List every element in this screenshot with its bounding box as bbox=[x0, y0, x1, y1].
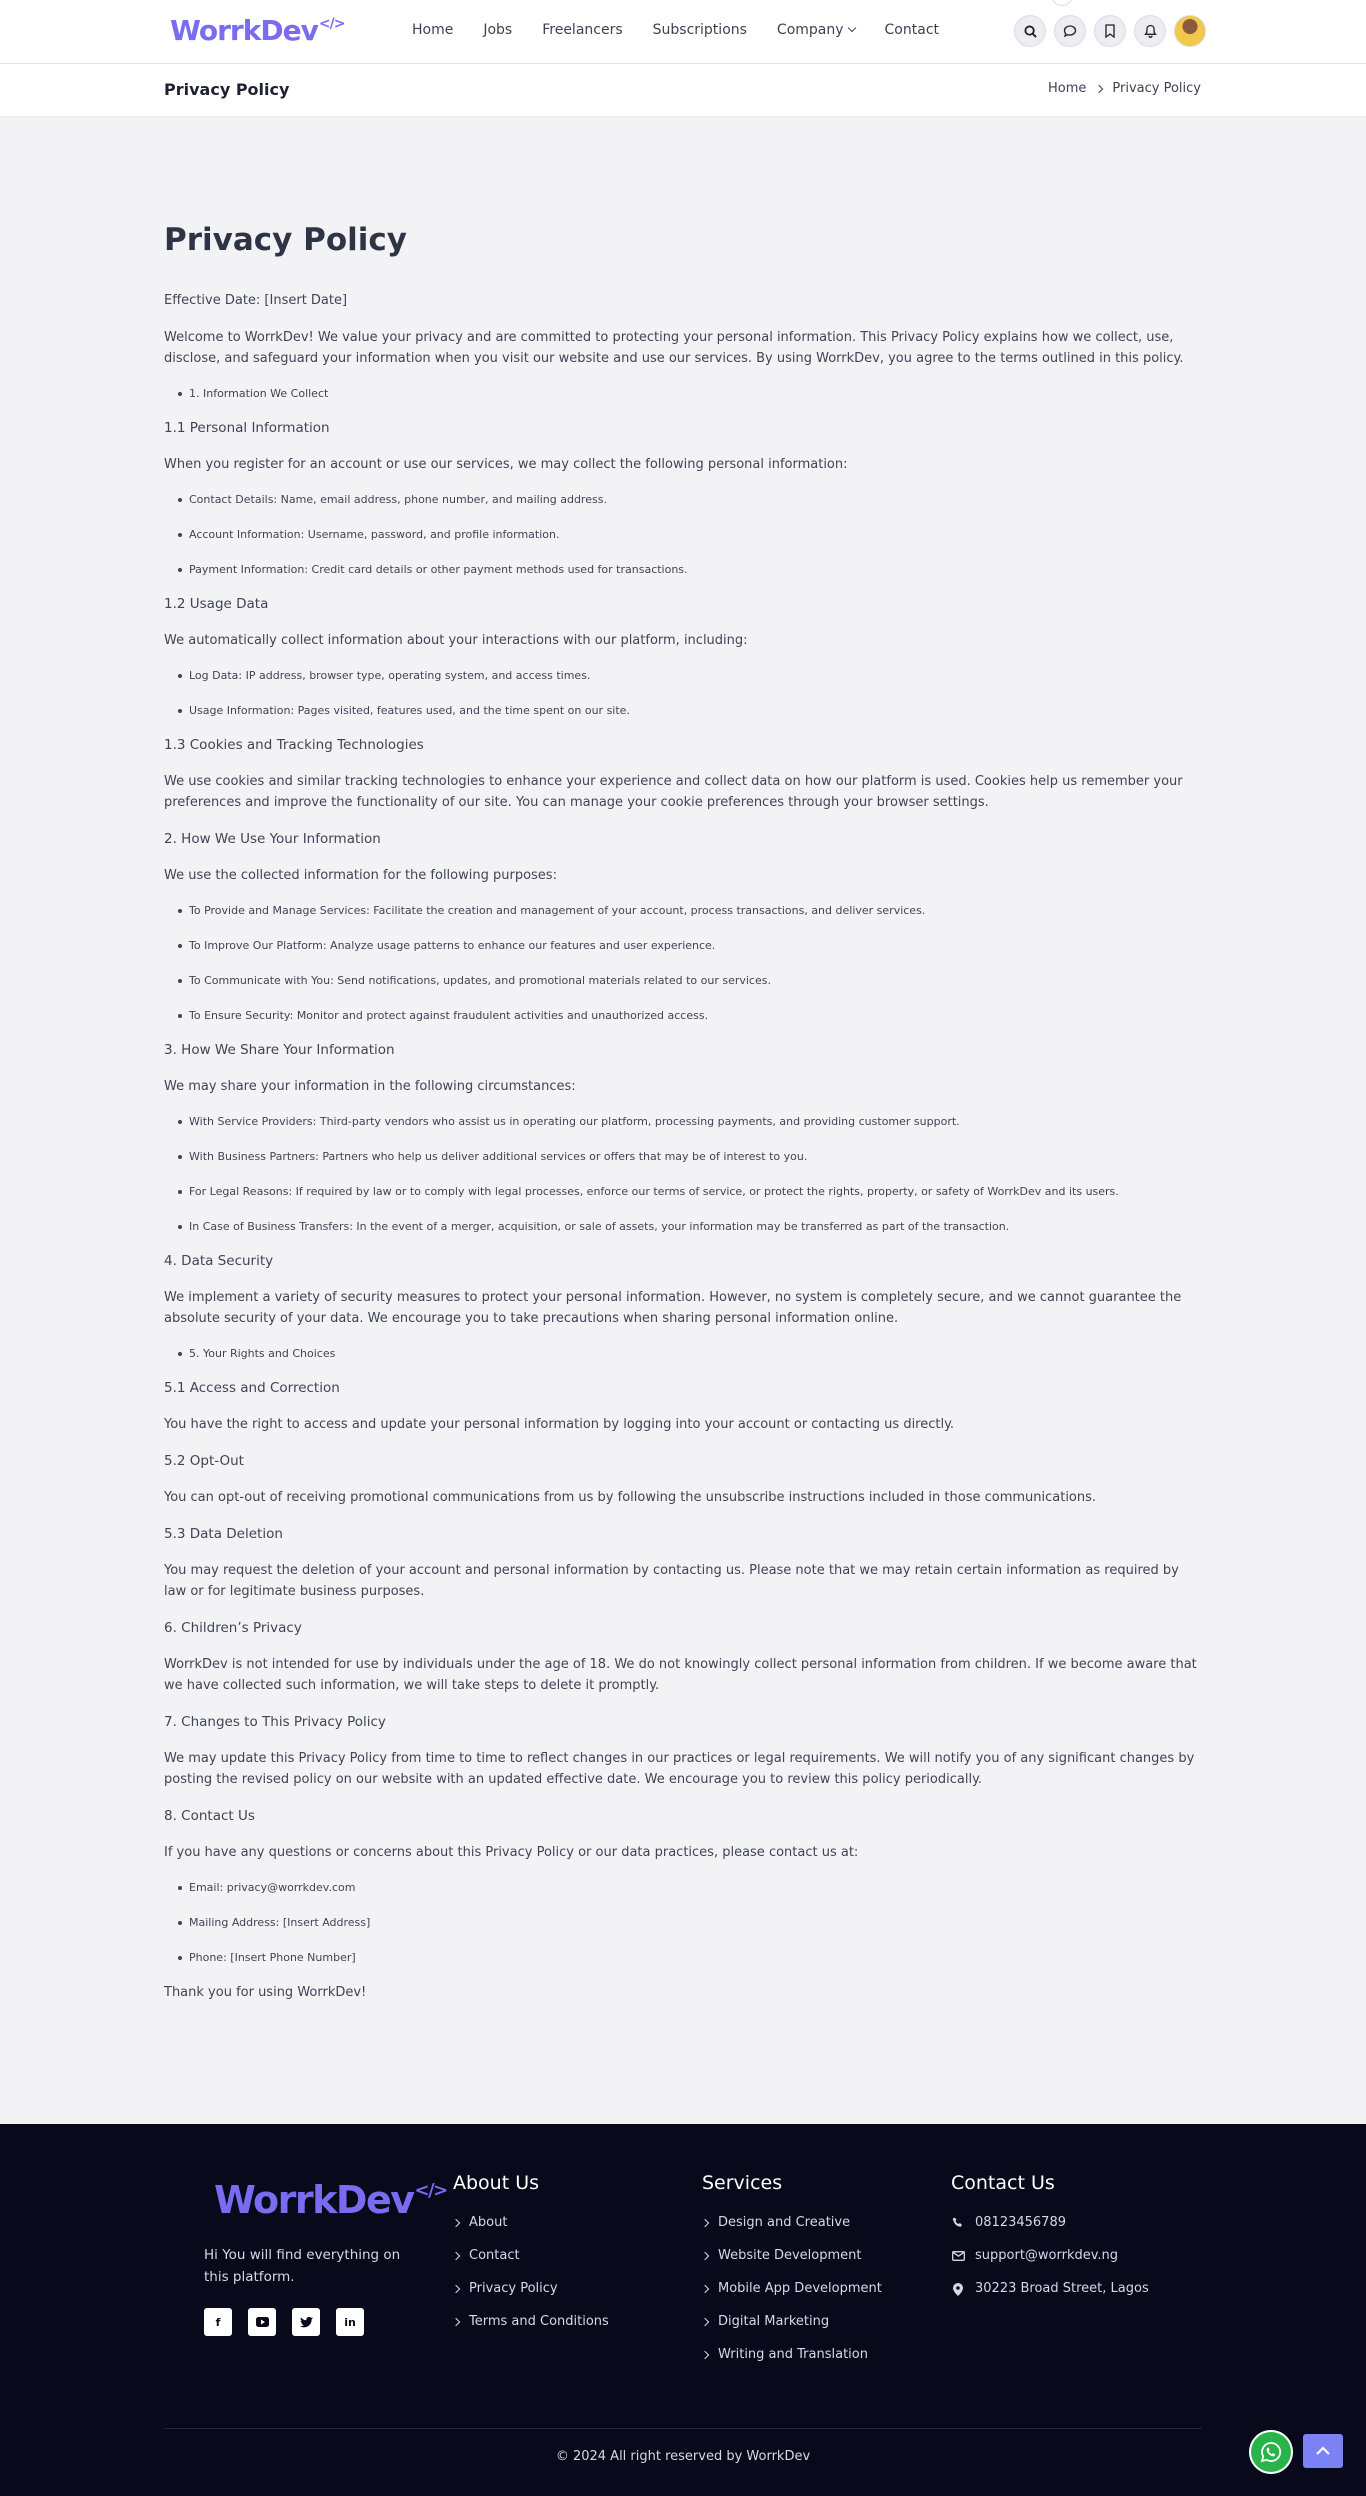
section-heading: 8. Contact Us bbox=[164, 1808, 255, 1824]
chevron-right-icon bbox=[452, 2285, 460, 2293]
breadcrumb-home[interactable]: Home bbox=[1048, 81, 1087, 96]
paragraph: When you register for an account or use our services, we may collect the following personal information: bbox=[164, 457, 848, 472]
chevron-right-icon bbox=[701, 2252, 709, 2260]
section-heading: 5.3 Data Deletion bbox=[164, 1526, 283, 1542]
phone-icon bbox=[952, 2217, 964, 2229]
section-heading: 1.3 Cookies and Tracking Technologies bbox=[164, 737, 424, 753]
notification-indicator bbox=[1051, 0, 1073, 6]
footer-link-about[interactable]: About bbox=[453, 2214, 609, 2232]
search-button[interactable] bbox=[1014, 15, 1046, 47]
footer-link-privacy[interactable]: Privacy Policy bbox=[453, 2280, 609, 2298]
footer-description: Hi You will find everything on this platform. bbox=[204, 2247, 401, 2285]
list-item: To Improve Our Platform: Analyze usage patterns to enhance our features and user experience. bbox=[178, 937, 1204, 954]
brand-logo[interactable]: WorrkDev</> bbox=[170, 14, 345, 47]
breadcrumb bbox=[1048, 81, 1201, 96]
footer-link-marketing[interactable]: Digital Marketing bbox=[702, 2313, 882, 2331]
paragraph: Welcome to WorrkDev! We value your privacy and are committed to protecting your personal information. This Privacy Policy explains how we collect, use, disclose, and safeguard your information when you visit our website and use our services. By using WorrkDev, you agree to the terms outlined in this policy. bbox=[164, 330, 1184, 366]
bullet-list bbox=[164, 385, 1204, 402]
search-icon bbox=[1024, 25, 1037, 38]
social-links bbox=[204, 2308, 364, 2336]
linkedin-link[interactable] bbox=[336, 2308, 364, 2336]
footer-about-column bbox=[453, 2172, 609, 2346]
paragraph: We use the collected information for the following purposes: bbox=[164, 868, 557, 883]
bell-icon bbox=[1144, 24, 1157, 38]
header-actions bbox=[1014, 15, 1206, 47]
list-item: In Case of Business Transfers: In the event of a merger, acquisition, or sale of assets, your information may be transferred as part of the transaction. bbox=[178, 1218, 1204, 1235]
list-item: With Business Partners: Partners who help us deliver additional services or offers that may be of interest to you. bbox=[178, 1148, 1204, 1165]
nav-subscriptions[interactable]: Subscriptions bbox=[652, 22, 747, 38]
section-heading: 4. Data Security bbox=[164, 1253, 274, 1269]
footer-link-web-dev[interactable]: Website Development bbox=[702, 2247, 882, 2265]
site-footer bbox=[0, 2124, 1366, 2496]
breadcrumb-current: Privacy Policy bbox=[1112, 81, 1201, 96]
list-item: Email: privacy@worrkdev.com bbox=[178, 1879, 1204, 1896]
nav-company[interactable] bbox=[777, 22, 855, 38]
bullet-list bbox=[164, 667, 1204, 719]
footer-address: 30223 Broad Street, Lagos bbox=[951, 2280, 1149, 2298]
user-avatar[interactable] bbox=[1174, 15, 1206, 47]
nav-freelancers[interactable]: Freelancers bbox=[542, 22, 623, 38]
whatsapp-icon bbox=[1259, 2440, 1283, 2464]
list-item: With Service Providers: Third-party vendors who assist us in operating our platform, processing payments, and providing customer support. bbox=[178, 1113, 1204, 1130]
copyright: © 2024 All right reserved by WorrkDev bbox=[555, 2449, 811, 2464]
bullet-list bbox=[164, 902, 1204, 1024]
list-item: To Provide and Manage Services: Facilitate the creation and management of your account, process transactions, and deliver services. bbox=[178, 902, 1204, 919]
footer-link-contact[interactable]: Contact bbox=[453, 2247, 609, 2265]
paragraph: Effective Date: [Insert Date] bbox=[164, 293, 348, 308]
paragraph: We use cookies and similar tracking technologies to enhance your experience and collect data on how our platform is used. Cookies help us remember your preferences and improve the functionality of our site. You can manage your cookie preferences through your browser settings. bbox=[164, 774, 1183, 810]
nav-jobs[interactable]: Jobs bbox=[483, 22, 513, 38]
list-item: 1. Information We Collect bbox=[178, 385, 1204, 402]
bookmark-icon bbox=[1104, 24, 1116, 38]
paragraph: We may share your information in the following circumstances: bbox=[164, 1079, 576, 1094]
footer-link-writing[interactable]: Writing and Translation bbox=[702, 2346, 882, 2364]
paragraph: If you have any questions or concerns about this Privacy Policy or our data practices, please contact us at: bbox=[164, 1845, 859, 1860]
chevron-right-icon bbox=[701, 2219, 709, 2227]
footer-logo[interactable]: WorrkDev</> bbox=[214, 2178, 447, 2222]
chat-icon bbox=[1063, 24, 1077, 38]
section-heading: 6. Children’s Privacy bbox=[164, 1620, 302, 1636]
main-nav bbox=[412, 22, 939, 38]
section-heading: 3. How We Share Your Information bbox=[164, 1042, 395, 1058]
chevron-right-icon bbox=[452, 2318, 460, 2326]
chevron-down-icon bbox=[847, 24, 855, 32]
policy-content bbox=[164, 222, 1204, 2019]
bullet-list bbox=[164, 1345, 1204, 1362]
page-header-title: Privacy Policy bbox=[164, 80, 290, 99]
footer-contact-column bbox=[951, 2172, 1149, 2313]
list-item: Contact Details: Name, email address, phone number, and mailing address. bbox=[178, 491, 1204, 508]
section-heading: 5.1 Access and Correction bbox=[164, 1380, 340, 1396]
chevron-right-icon bbox=[452, 2252, 460, 2260]
bullet-list bbox=[164, 1879, 1204, 1966]
chevron-right-icon bbox=[1095, 84, 1103, 92]
paragraph: You have the right to access and update your personal information by logging into your account or contacting us directly. bbox=[164, 1417, 955, 1432]
paragraph: We automatically collect information about your interactions with our platform, including: bbox=[164, 633, 748, 648]
nav-contact[interactable]: Contact bbox=[884, 22, 939, 38]
youtube-icon bbox=[256, 2317, 269, 2327]
section-heading: 5.2 Opt-Out bbox=[164, 1453, 244, 1469]
chevron-right-icon bbox=[452, 2219, 460, 2227]
bookmarks-button[interactable] bbox=[1094, 15, 1126, 47]
list-item: Phone: [Insert Phone Number] bbox=[178, 1949, 1204, 1966]
footer-link-mobile-dev[interactable]: Mobile App Development bbox=[702, 2280, 882, 2298]
list-item: 5. Your Rights and Choices bbox=[178, 1345, 1204, 1362]
paragraph: You may request the deletion of your account and personal information by contacting us. Please note that we may retain certain information as required by law or for legitimate business purposes. bbox=[164, 1563, 1179, 1599]
top-navbar bbox=[0, 0, 1366, 64]
facebook-link[interactable] bbox=[204, 2308, 232, 2336]
chevron-up-icon bbox=[1315, 2446, 1331, 2456]
footer-divider bbox=[164, 2428, 1202, 2429]
paragraph: We may update this Privacy Policy from time to time to reflect changes in our practices or legal requirements. We will notify you of any significant changes by posting the revised policy on our website with an updated effective date. We encourage you to review this policy periodically. bbox=[164, 1751, 1195, 1787]
section-heading: 7. Changes to This Privacy Policy bbox=[164, 1714, 386, 1730]
chevron-right-icon bbox=[701, 2285, 709, 2293]
section-heading: 2. How We Use Your Information bbox=[164, 831, 381, 847]
paragraph: We implement a variety of security measures to protect your personal information. However, no system is completely secure, and we cannot guarantee the absolute security of your data. We encourage you to take precautions when sharing personal information online. bbox=[164, 1290, 1182, 1326]
paragraph: You can opt-out of receiving promotional communications from us by following the unsubscribe instructions included in those communications. bbox=[164, 1490, 1097, 1505]
notifications-button[interactable] bbox=[1134, 15, 1166, 47]
whatsapp-button[interactable] bbox=[1249, 2430, 1293, 2474]
footer-phone[interactable]: 08123456789 bbox=[951, 2214, 1149, 2232]
chevron-right-icon bbox=[701, 2318, 709, 2326]
footer-link-design[interactable]: Design and Creative bbox=[702, 2214, 882, 2232]
policy-body bbox=[164, 290, 1204, 2003]
location-pin-icon bbox=[953, 2283, 963, 2296]
paragraph: Thank you for using WorrkDev! bbox=[164, 1985, 367, 2000]
footer-about-title: About Us bbox=[453, 2172, 540, 2194]
back-to-top-button[interactable] bbox=[1303, 2434, 1343, 2468]
envelope-icon bbox=[952, 2251, 965, 2261]
nav-company-label: Company bbox=[776, 22, 844, 38]
messages-button[interactable] bbox=[1054, 15, 1086, 47]
list-item: To Ensure Security: Monitor and protect against fraudulent activities and unauthorized access. bbox=[178, 1007, 1204, 1024]
list-item: For Legal Reasons: If required by law or to comply with legal processes, enforce our terms of service, or protect the rights, property, or safety of WorrkDev and its users. bbox=[178, 1183, 1204, 1200]
footer-email[interactable]: support@worrkdev.ng bbox=[951, 2247, 1149, 2265]
list-item: To Communicate with You: Send notifications, updates, and promotional materials related to our services. bbox=[178, 972, 1204, 989]
twitter-icon bbox=[300, 2317, 313, 2328]
facebook-icon: f bbox=[215, 2315, 221, 2329]
list-item: Usage Information: Pages visited, features used, and the time spent on our site. bbox=[178, 702, 1204, 719]
list-item: Account Information: Username, password, and profile information. bbox=[178, 526, 1204, 543]
linkedin-icon: in bbox=[344, 2315, 356, 2329]
footer-contact-title: Contact Us bbox=[951, 2172, 1055, 2194]
bullet-list bbox=[164, 491, 1204, 578]
footer-link-terms[interactable]: Terms and Conditions bbox=[453, 2313, 609, 2331]
page-header-bar bbox=[0, 64, 1366, 117]
youtube-link[interactable] bbox=[248, 2308, 276, 2336]
chevron-right-icon bbox=[701, 2351, 709, 2359]
bullet-list bbox=[164, 1113, 1204, 1235]
footer-services-title: Services bbox=[702, 2172, 783, 2194]
page-title: Privacy Policy bbox=[164, 222, 407, 258]
list-item: Log Data: IP address, browser type, operating system, and access times. bbox=[178, 667, 1204, 684]
footer-services-column bbox=[702, 2172, 882, 2379]
list-item: Payment Information: Credit card details or other payment methods used for transactions. bbox=[178, 561, 1204, 578]
list-item: Mailing Address: [Insert Address] bbox=[178, 1914, 1204, 1931]
section-heading: 1.2 Usage Data bbox=[164, 596, 269, 612]
paragraph: WorrkDev is not intended for use by individuals under the age of 18. We do not knowingly collect personal information from children. If we become aware that we have collected such information, we will take steps to delete it promptly. bbox=[164, 1657, 1197, 1693]
section-heading: 1.1 Personal Information bbox=[164, 420, 330, 436]
nav-home[interactable]: Home bbox=[412, 22, 454, 38]
twitter-link[interactable] bbox=[292, 2308, 320, 2336]
